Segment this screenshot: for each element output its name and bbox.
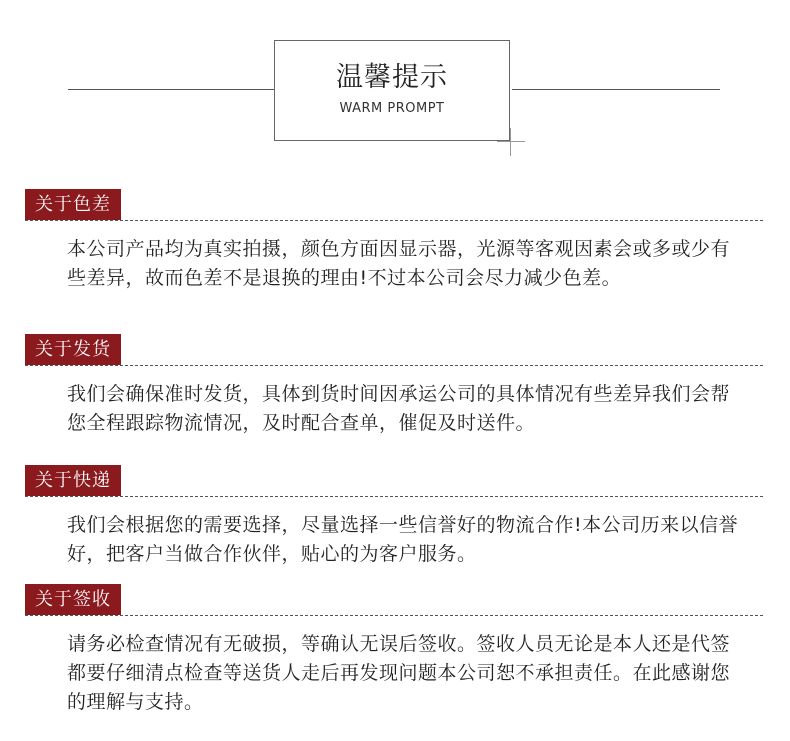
plus-decoration-vertical	[510, 128, 511, 156]
section-text: 我们会确保准时发货，具体到货时间因承运公司的具体情况有些差异我们会帮您全程跟踪物流情况，及时配合查单，催促及时送件。	[67, 383, 731, 434]
header-box	[274, 40, 510, 141]
section-tag: 关于发货	[25, 334, 121, 365]
dashed-divider	[25, 496, 763, 497]
dashed-divider	[25, 615, 763, 616]
dashed-divider	[25, 220, 763, 221]
page-subtitle: WARM PROMPT	[339, 101, 445, 116]
section-text: 本公司产品均为真实拍摄，颜色方面因显示器，光源等客观因素会或多或少有些差异，故而色差不是退换的理由!不过本公司会尽力减少色差。	[67, 238, 731, 289]
section-tag: 关于签收	[25, 584, 121, 615]
section-tag: 关于快递	[25, 465, 121, 496]
section-text: 请务必检查情况有无破损，等确认无误后签收。签收人员无论是本人还是代签都要仔细清点检查等送货人走后再发现问题本公司恕不承担责任。在此感谢您的理解与支持。	[67, 633, 731, 713]
section-tag: 关于色差	[25, 189, 121, 220]
plus-decoration-horizontal	[497, 141, 525, 142]
header-divider-left	[68, 89, 274, 90]
dashed-divider	[25, 365, 763, 366]
section-text: 我们会根据您的需要选择，尽量选择一些信誉好的物流合作!本公司历来以信誉好，把客户当做合作伙伴，贴心的为客户服务。	[67, 514, 739, 565]
header-divider-right	[512, 89, 720, 90]
page-title: 温馨提示	[336, 62, 448, 93]
